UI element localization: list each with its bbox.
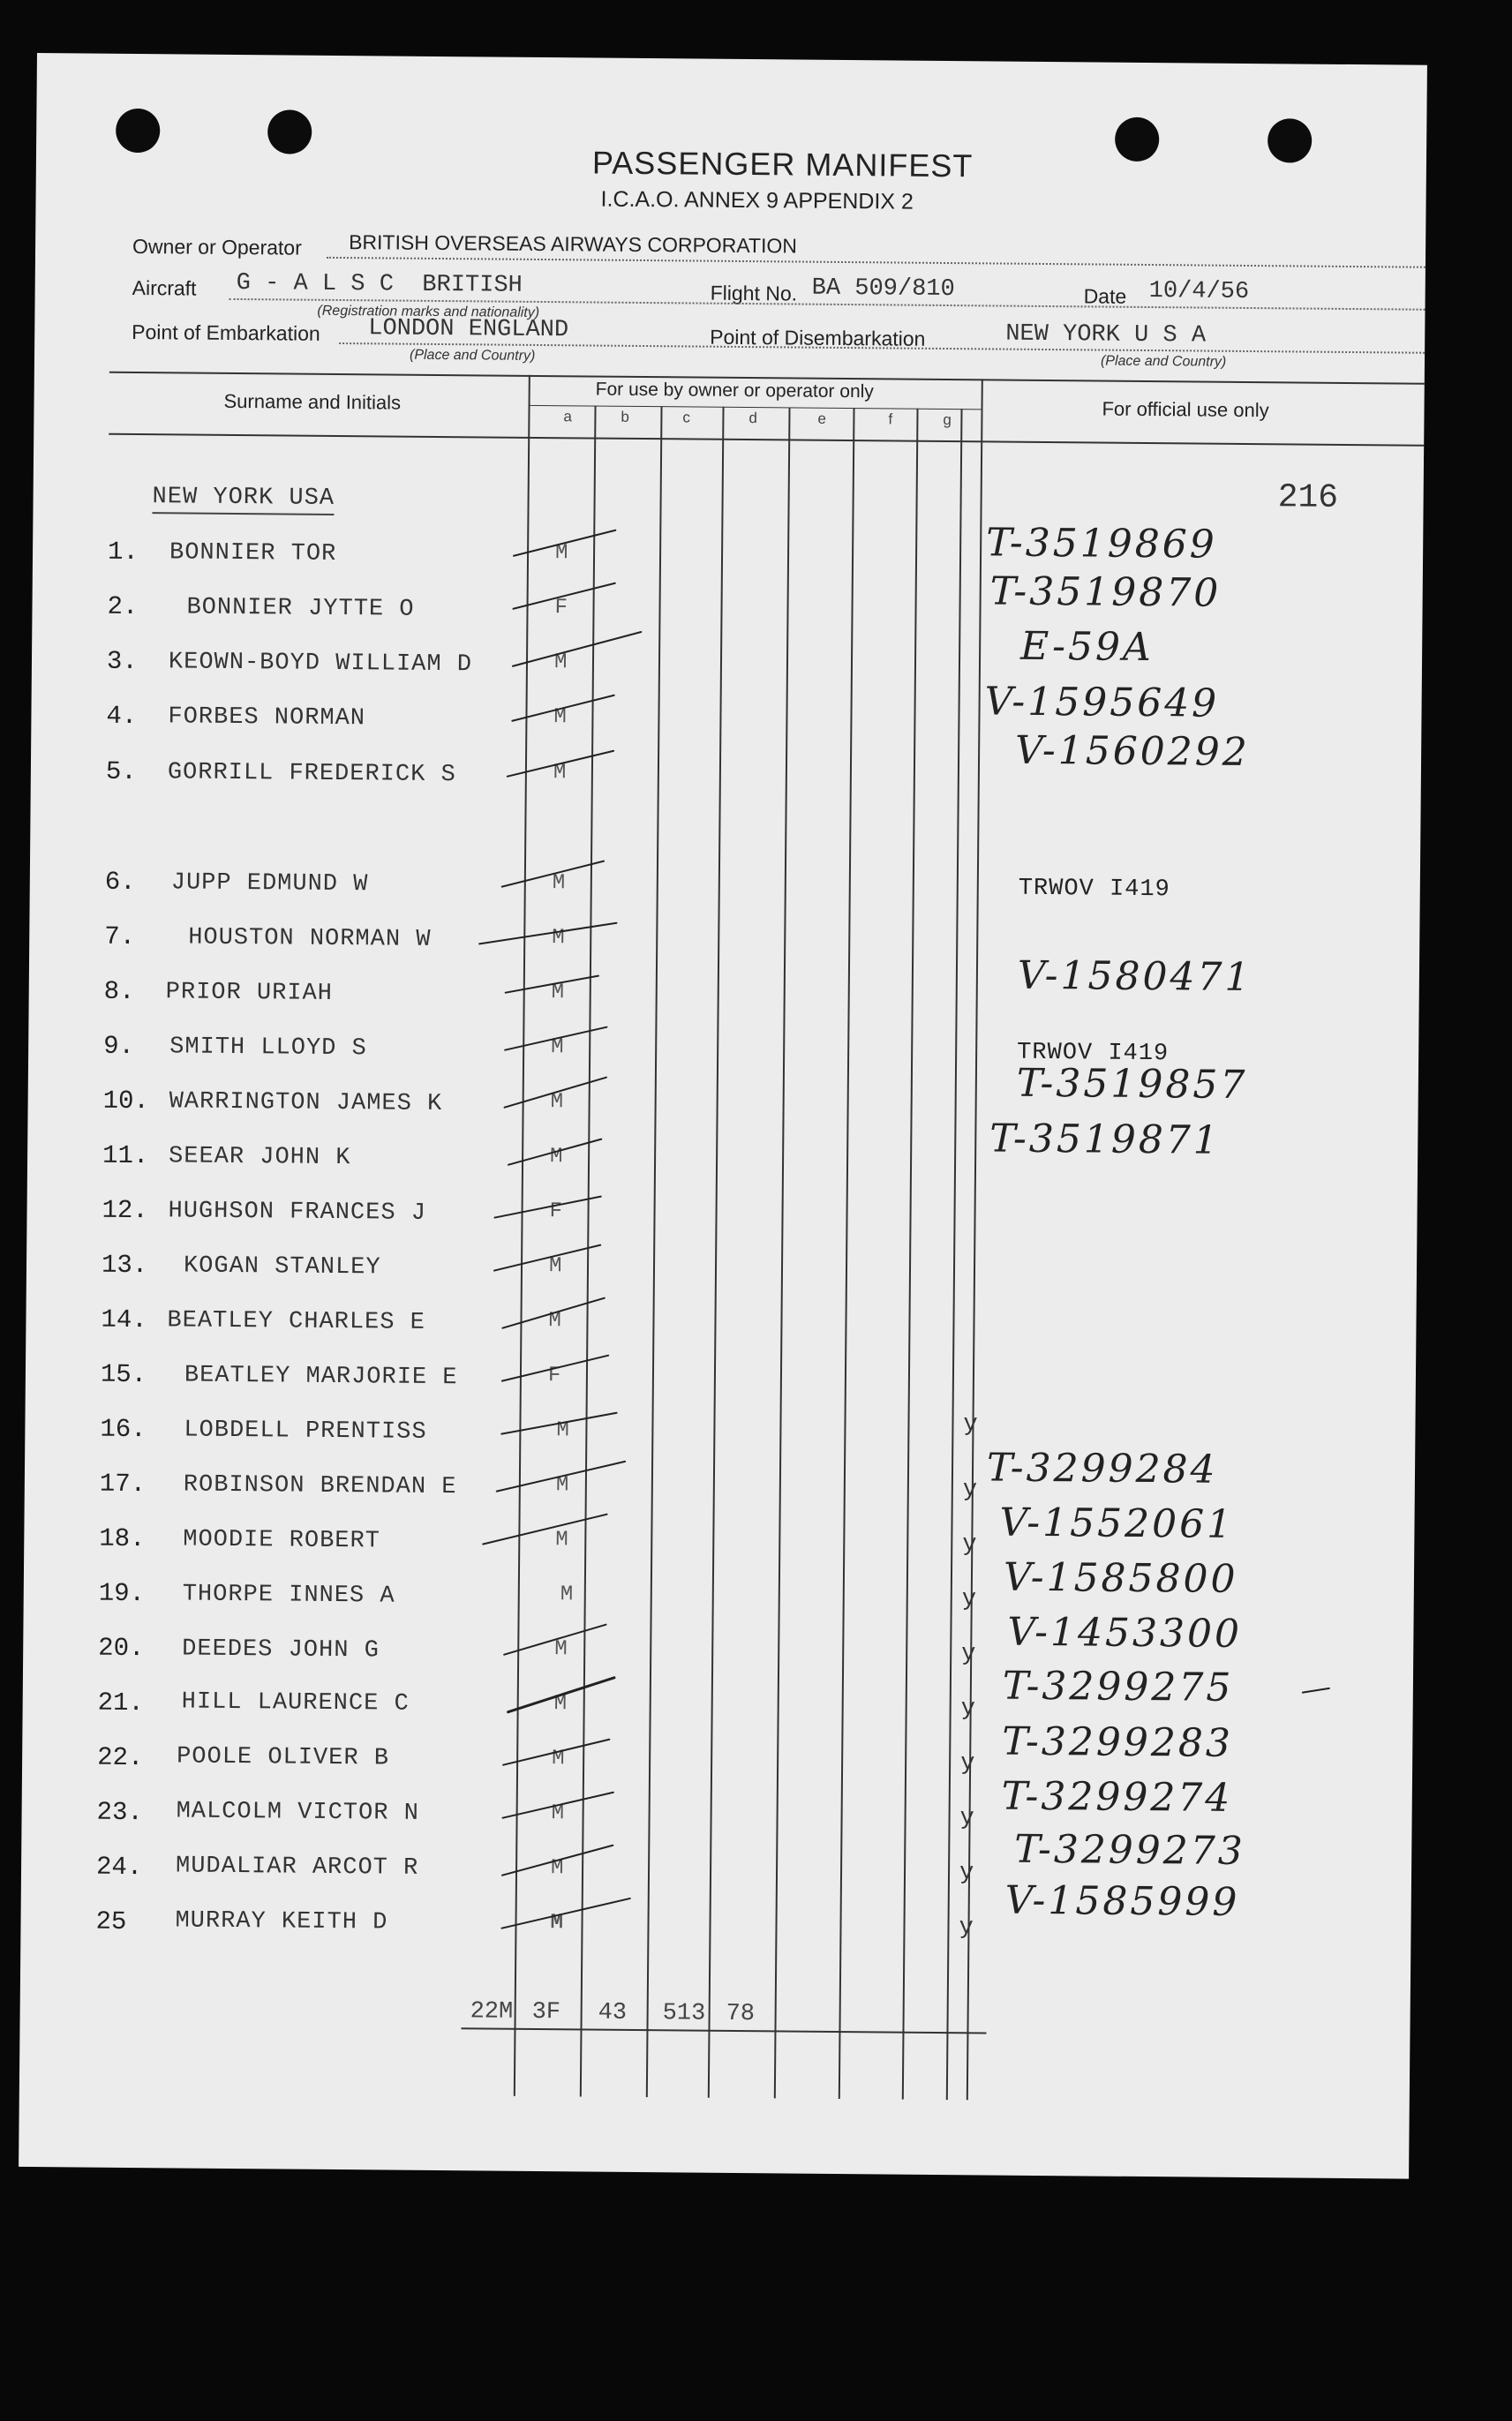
date-label: Date [1083,284,1127,308]
passenger-sex: M [548,1254,562,1279]
official-entry: V-1585800 [1003,1554,1238,1602]
aircraft-label: Aircraft [132,275,197,300]
passenger-sex: M [555,1528,568,1553]
total-female: 3F [531,1998,561,2026]
passenger-name: WARRINGTON JAMES K [169,1088,443,1118]
disembark-label: Point of Disembarkation [710,325,926,350]
passenger-name: MUDALIAR ARCOT R [175,1853,419,1882]
row-number: 23. [96,1797,143,1828]
row-flag: y [959,1860,974,1887]
official-entry: T-3519870 [989,568,1222,616]
passenger-name: SMITH LLOYD S [169,1034,367,1063]
official-entry: TRWOV I419 [1017,1039,1170,1068]
col-surname-header: Surname and Initials [223,389,402,414]
col-rule [967,379,983,2100]
passenger-name: MOODIE ROBERT [183,1526,381,1555]
passenger-name: DEEDES JOHN G [182,1635,380,1665]
col-rule [839,408,855,2099]
passenger-sex: M [550,1856,564,1881]
row-number: 18. [99,1523,146,1554]
row-number: 21. [97,1688,145,1718]
row-number: 3. [106,646,138,677]
disembark-value: NEW YORK U S A [1005,320,1207,350]
passenger-name: BEATLEY CHARLES E [167,1307,426,1336]
total-d: 513 [662,2000,706,2027]
passenger-sex: M [555,1473,569,1498]
flight-label: Flight No. [710,281,798,305]
passenger-name: HILL LAURENCE C [181,1688,410,1718]
passenger-sex: F [549,1199,563,1224]
passenger-sex: M [551,981,565,1005]
official-entry: T-3299273 [1014,1826,1246,1875]
col-official-header: For official use only [1102,397,1269,422]
row-number: 6. [104,867,136,898]
row-number: 22. [97,1742,144,1773]
passenger-sex: M [553,1692,568,1717]
row-flag: y [963,1411,978,1439]
passenger-name: PRIOR URIAH [165,979,334,1007]
passenger-name: KEOWN-BOYD WILLIAM D [168,649,473,679]
official-entry: V-1453300 [1007,1609,1243,1657]
official-entry: T-3299275 [1002,1663,1234,1710]
total-c: 43 [598,1999,628,2026]
passenger-sex: M [552,1747,565,1771]
passenger-name: ROBINSON BRENDAN E [183,1471,457,1501]
total-e: 78 [726,2000,756,2028]
aircraft-note: (Registration marks and nationality) [317,303,540,320]
destination-heading: NEW YORK USA [152,484,335,515]
col-rule [774,407,791,2098]
row-number: 17. [99,1469,147,1500]
row-number: 25 [95,1906,127,1936]
owner-line [327,257,1425,268]
punch-hole [1115,117,1159,162]
passenger-name: BEATLEY MARJORIE E [184,1362,458,1392]
passenger-name: LOBDELL PRENTISS [184,1417,427,1446]
row-flag: y [962,1477,978,1504]
passenger-sex: M [554,541,568,566]
row-number: 13. [101,1250,148,1281]
official-entry: T-3519871 [989,1116,1222,1163]
subcol-e: e [817,410,826,427]
passenger-sex: M [560,1583,574,1607]
passenger-sex: M [551,1801,565,1826]
passenger-name: POOLE OLIVER B [177,1743,390,1772]
passenger-name: BONNIER TOR [169,539,337,568]
passenger-name: JUPP EDMUND W [170,869,369,898]
owner-value: BRITISH OVERSEAS AIRWAYS CORPORATION [349,230,798,258]
row-flag: y [962,1531,977,1559]
row-number: 7. [104,921,136,952]
col-rule [514,375,530,2096]
form-subtitle: I.C.A.O. ANNEX 9 APPENDIX 2 [600,186,914,214]
row-number: 5. [105,756,137,787]
embark-note: (Place and Country) [409,347,536,364]
table-header-rule [109,433,1424,447]
aircraft-value: G - A L S C BRITISH [236,269,523,299]
official-entry: V-1552061 [999,1500,1235,1547]
total-male: 22M [470,1998,514,2026]
punch-hole [116,109,160,153]
passenger-sex: F [547,1364,561,1388]
row-flag: y [960,1695,976,1723]
official-entry: V-1585999 [1004,1877,1240,1925]
col-owner-header: For use by owner or operator only [595,379,874,402]
row-number: 4. [106,701,138,732]
passenger-sex: M [552,871,566,896]
subcol-b: b [621,408,629,425]
passenger-sex: M [553,650,568,675]
passenger-sex: M [548,1309,562,1334]
passenger-name: HOUSTON NORMAN W [188,924,432,953]
passenger-name: HUGHSON FRANCES J [168,1198,427,1227]
passenger-sex: M [551,1035,564,1060]
punch-hole [1268,118,1312,162]
col-rule [646,406,663,2097]
date-value: 10/4/56 [1148,278,1250,305]
passenger-name: MALCOLM VICTOR N [176,1798,419,1827]
passenger-name: FORBES NORMAN [168,703,366,733]
passenger-name: KOGAN STANLEY [183,1252,381,1282]
passenger-name: THORPE INNES A [182,1581,395,1610]
totals-rule [461,2027,986,2034]
form-title: PASSENGER MANIFEST [591,144,974,184]
col-rule [708,407,725,2098]
punch-hole [267,109,312,154]
col-rule [580,406,597,2097]
embark-label: Point of Embarkation [132,320,320,345]
passenger-sex: M [550,1090,564,1115]
row-number: 9. [103,1031,135,1062]
embark-value: LONDON ENGLAND [368,315,569,344]
row-flag: y [959,1914,974,1942]
subcol-g: g [943,410,952,429]
passenger-sex: M [550,1911,564,1936]
passenger-sex: M [549,1145,563,1169]
row-number: 12. [102,1195,148,1226]
passenger-name: SEEAR JOHN K [168,1143,351,1172]
passenger-sex: M [554,1637,568,1662]
col-rule [946,409,963,2100]
official-entry: E-59A [1019,623,1154,671]
disembark-note: (Place and Country) [1100,353,1227,370]
passenger-sex: M [552,926,565,951]
row-flag: y [959,1750,975,1778]
passenger-sex: F [554,596,568,620]
official-entry: T-3299274 [1001,1773,1233,1821]
manifest-sheet [19,53,1427,2179]
row-number: 24. [95,1852,143,1883]
subcol-f: f [888,410,893,428]
subcol-a: a [563,408,572,425]
row-number: 2. [107,591,139,622]
official-entry: V-1595649 [984,679,1220,726]
row-number: 11. [102,1140,149,1171]
official-entry: T-3519857 [1016,1060,1248,1109]
official-entry: T-3519869 [985,520,1217,568]
row-number: 19. [98,1578,146,1609]
official-entry: T-3299284 [986,1445,1218,1492]
subcol-d: d [748,410,757,427]
passenger-name: BONNIER JYTTE O [186,594,415,623]
row-number: 8. [103,976,135,1007]
row-number: 20. [98,1633,145,1664]
passenger-sex: M [553,761,567,786]
col-rule [902,409,919,2100]
official-entry: T-3299283 [1002,1718,1234,1766]
flight-value: BA 509/810 [811,274,955,304]
row-number: 14. [101,1304,147,1335]
page-number: 216 [1277,478,1339,517]
official-entry: V-1560292 [1014,727,1250,776]
row-flag: y [961,1641,976,1668]
official-entry: TRWOV I419 [1018,875,1170,904]
row-flag: y [961,1586,977,1613]
row-number: 1. [107,537,139,568]
row-number: 15. [100,1359,147,1390]
passenger-sex: M [553,705,567,730]
row-number: 10. [102,1086,150,1117]
passenger-sex: M [556,1418,569,1443]
official-entry: V-1580471 [1017,952,1252,1001]
passenger-name: GORRILL FREDERICK S [167,759,456,789]
row-number: 16. [100,1414,147,1445]
owner-label: Owner or Operator [132,234,302,259]
passenger-name: MURRAY KEITH D [175,1907,388,1936]
row-flag: y [959,1805,974,1832]
subcol-c: c [682,409,691,426]
